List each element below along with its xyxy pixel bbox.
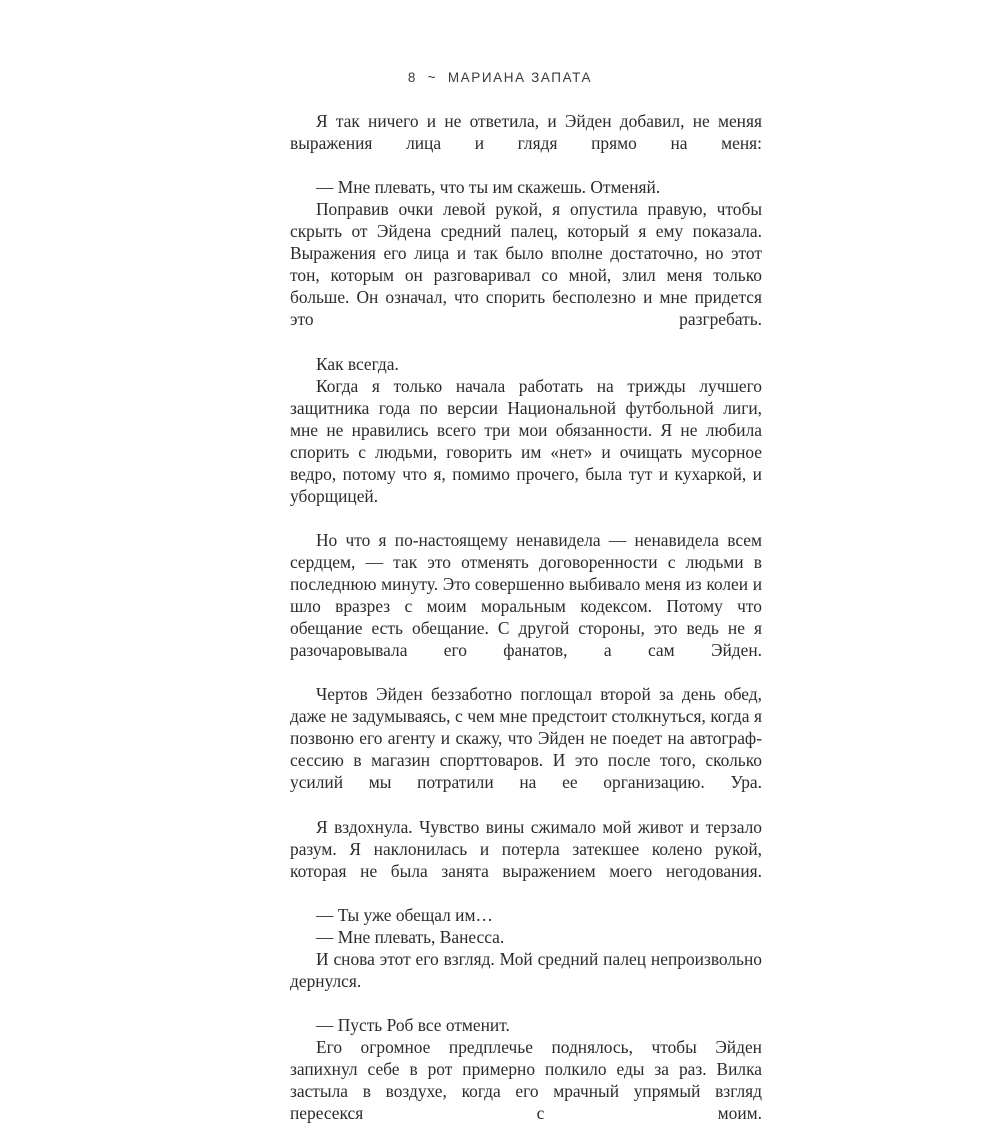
page-text-block <box>290 110 762 1146</box>
paragraph: — Мне плевать, что ты им скажешь. Отменяй. <box>316 177 661 198</box>
paragraph: И снова этот его взгляд. Мой средний палец непроизвольно дернулся. <box>290 948 762 991</box>
paragraph: — Пусть Роб все отменит. <box>316 1014 510 1035</box>
paragraph: Чертов Эйден беззаботно поглощал второй за день обед, даже не задумываясь, с чем мне предстоит столкнуться, когда я позвоню его агенту и скажу, что Эйден не поедет на автограф-сессию в магазин спорттоваров. И это после того, сколько усилий мы потратили на ее организацию. Ура. <box>290 684 762 793</box>
paragraph: Его огромное предплечье поднялось, чтобы Эйден запихнул себе в рот примерно полкило еды за раз. Вилка застыла в воздухе, когда его мрачный упрямый взгляд пересекся с моим. <box>290 1036 762 1124</box>
paragraph: Я так ничего и не ответила, и Эйден добавил, не меняя выражения лица и глядя прямо на меня: <box>290 111 762 154</box>
paragraph: — Ты уже обещал им… <box>316 904 493 925</box>
paragraph: Но что я по-настоящему ненавидела — ненавидела всем сердцем, — так это отменять договоренности с людьми в последнюю минуту. Это совершенно выбивало меня из колеи и шло вразрез с моим моральным кодексом. Потому что обещание есть обещание. С другой стороны, это ведь не я разочаровывала его фанатов, а сам Эйден. <box>290 529 762 661</box>
paragraph: Как всегда. <box>316 353 399 374</box>
paragraph: Когда я только начала работать на трижды лучшего защитника года по версии Национальной футбольной лиги, мне не нравились всего три мои обязанности. Я не любила спорить с людьми, говорить им «нет» и очищать мусорное ведро, потому что я, помимо прочего, была тут и кухаркой, и уборщицей. <box>290 375 762 506</box>
paragraph: — Мне плевать, Ванесса. <box>316 926 505 947</box>
paragraph: Поправив очки левой рукой, я опустила правую, чтобы скрыть от Эйдена средний палец, который я ему показала. Выражения его лица и так было вполне достаточно, но этот тон, которым он разговаривал со мной, злил меня только больше. Он означал, что спорить бесполезно и мне придется это разгребать. <box>290 199 762 330</box>
running-head: 8 ~ МАРИАНА ЗАПАТА <box>407 70 593 85</box>
paragraph: Я вздохнула. Чувство вины сжимало мой живот и терзало разум. Я наклонилась и потерла затекшее колено рукой, которая не была занята выражением моего негодования. <box>290 816 762 881</box>
